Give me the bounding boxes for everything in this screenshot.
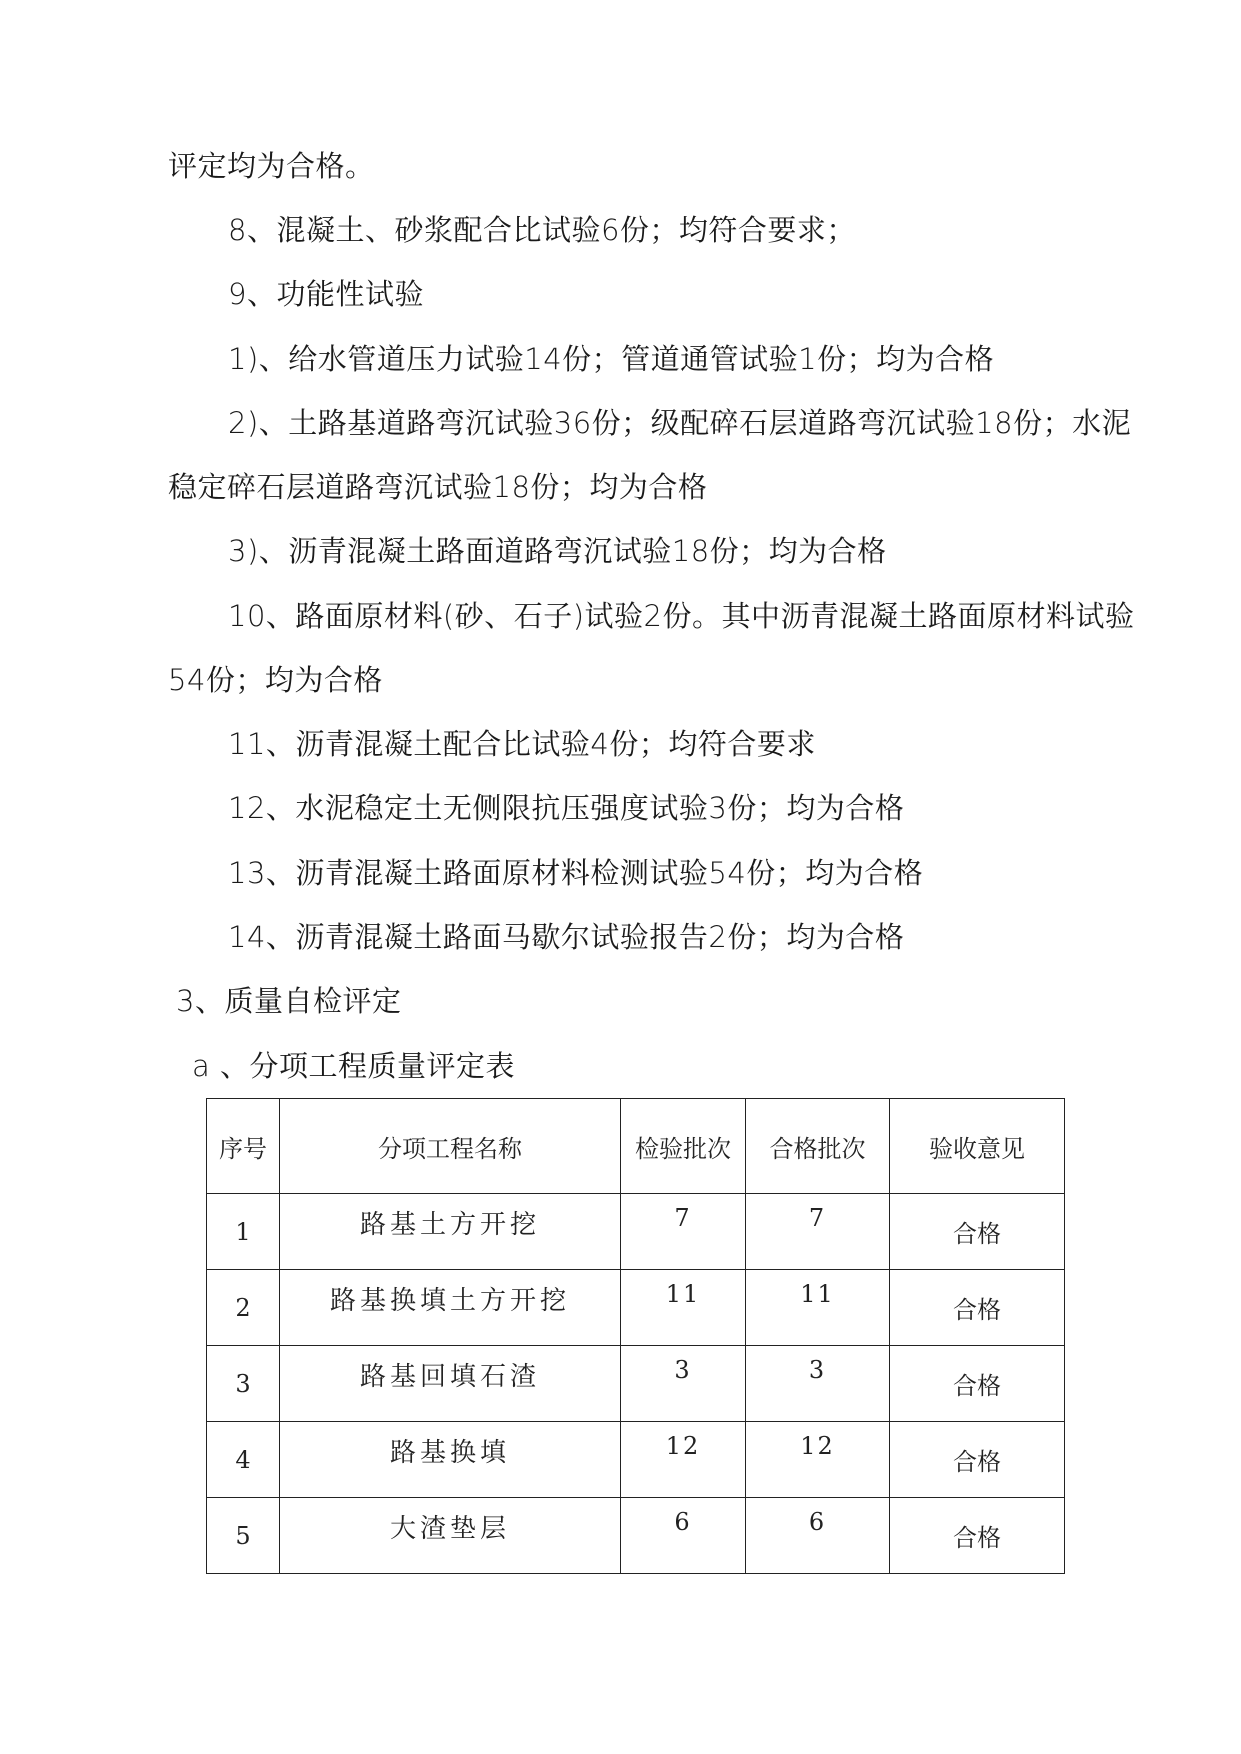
item-name: 路基土方开挖 xyxy=(280,1194,621,1270)
table-caption: a 、分项工程质量评定表 xyxy=(192,1049,515,1083)
row-number: 2 xyxy=(207,1270,280,1346)
passed-batches: 12 xyxy=(746,1422,890,1498)
text-line: 2)、土路基道路弯沉试验36份；级配碎石层道路弯沉试验18份；水泥 xyxy=(228,406,1132,440)
checked-batches: 6 xyxy=(621,1498,746,1574)
acceptance-opinion: 合格 xyxy=(890,1270,1065,1346)
passed-batches: 11 xyxy=(746,1270,890,1346)
text-line: 9、功能性试验 xyxy=(228,277,424,311)
quality-assessment-table xyxy=(206,1098,1065,1574)
passed-batches: 6 xyxy=(746,1498,890,1574)
table-row xyxy=(207,1422,1065,1498)
checked-batches: 12 xyxy=(621,1422,746,1498)
checked-batches: 11 xyxy=(621,1270,746,1346)
table-row xyxy=(207,1194,1065,1270)
text-line: 13、沥青混凝土路面原材料检测试验54份；均为合格 xyxy=(228,856,924,890)
text-line: 1)、给水管道压力试验14份；管道通管试验1份；均为合格 xyxy=(228,342,995,376)
item-name: 路基回填石渣 xyxy=(280,1346,621,1422)
header-cell: 检验批次 xyxy=(621,1099,746,1194)
text-line: 54份；均为合格 xyxy=(168,663,383,697)
passed-batches: 7 xyxy=(746,1194,890,1270)
header-cell: 验收意见 xyxy=(890,1099,1065,1194)
acceptance-opinion: 合格 xyxy=(890,1194,1065,1270)
text-line: 14、沥青混凝土路面马歇尔试验报告2份；均为合格 xyxy=(228,920,905,954)
checked-batches: 3 xyxy=(621,1346,746,1422)
header-cell: 合格批次 xyxy=(746,1099,890,1194)
table-header-row xyxy=(207,1099,1065,1194)
checked-batches: 7 xyxy=(621,1194,746,1270)
row-number: 4 xyxy=(207,1422,280,1498)
item-name: 大渣垫层 xyxy=(280,1498,621,1574)
passed-batches: 3 xyxy=(746,1346,890,1422)
acceptance-opinion: 合格 xyxy=(890,1498,1065,1574)
text-line: 3)、沥青混凝土路面道路弯沉试验18份；均为合格 xyxy=(228,534,887,568)
table-row xyxy=(207,1346,1065,1422)
section-heading: 3、质量自检评定 xyxy=(176,984,402,1018)
text-line: 8、混凝土、砂浆配合比试验6份；均符合要求； xyxy=(228,213,856,247)
item-name: 路基换填土方开挖 xyxy=(280,1270,621,1346)
header-cell: 序号 xyxy=(207,1099,280,1194)
text-line: 11、沥青混凝土配合比试验4份；均符合要求 xyxy=(228,727,816,761)
acceptance-opinion: 合格 xyxy=(890,1422,1065,1498)
row-number: 3 xyxy=(207,1346,280,1422)
text-line: 12、水泥稳定土无侧限抗压强度试验3份；均为合格 xyxy=(228,791,905,825)
text-line: 稳定碎石层道路弯沉试验18份；均为合格 xyxy=(168,470,708,504)
text-line: 10、路面原材料(砂、石子)试验2份。其中沥青混凝土路面原材料试验 xyxy=(228,599,1135,633)
header-cell: 分项工程名称 xyxy=(280,1099,621,1194)
table-row xyxy=(207,1498,1065,1574)
row-number: 1 xyxy=(207,1194,280,1270)
text-line: 评定均为合格。 xyxy=(168,149,375,183)
table-row xyxy=(207,1270,1065,1346)
acceptance-opinion: 合格 xyxy=(890,1346,1065,1422)
item-name: 路基换填 xyxy=(280,1422,621,1498)
row-number: 5 xyxy=(207,1498,280,1574)
